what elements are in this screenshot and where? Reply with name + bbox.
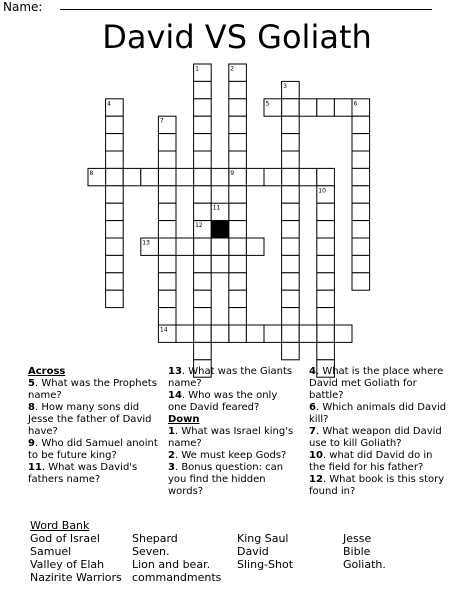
crossword-cell[interactable] — [194, 186, 212, 203]
crossword-cell[interactable] — [352, 273, 370, 290]
crossword-cell[interactable] — [194, 203, 212, 220]
crossword-cell[interactable] — [158, 134, 176, 151]
crossword-cell[interactable] — [282, 238, 300, 255]
word-bank-heading: Word Bank — [30, 519, 90, 532]
crossword-cell[interactable] — [158, 221, 176, 238]
crossword-cell[interactable] — [246, 238, 264, 255]
crossword-cell[interactable] — [211, 255, 229, 272]
crossword-number: 13 — [142, 239, 150, 247]
crossword-number: 7 — [159, 117, 164, 125]
word-bank-col-1 — [30, 532, 122, 584]
clue-down-6: 6. Which animals did David kill? — [309, 402, 447, 425]
crossword-cell[interactable] — [141, 168, 159, 185]
word-bank-item: Bible — [343, 545, 371, 558]
crossword-cell[interactable] — [229, 81, 247, 98]
crossword-cell[interactable] — [194, 342, 212, 359]
crossword-cell[interactable] — [299, 99, 317, 116]
crossword-cell[interactable] — [194, 238, 212, 255]
down-heading: Down — [168, 414, 200, 425]
clue-down-1: 1. What was Israel king's name? — [168, 426, 294, 449]
crossword-cell[interactable] — [194, 81, 212, 98]
crossword-cell[interactable] — [299, 325, 317, 342]
word-bank-col-3 — [237, 532, 293, 571]
crossword-cell[interactable] — [106, 273, 124, 290]
crossword-cell[interactable] — [106, 151, 124, 168]
crossword-cell[interactable] — [317, 238, 335, 255]
clue-across-11: 11. What was David's fathers name? — [28, 462, 138, 485]
crossword-cell[interactable] — [352, 151, 370, 168]
word-bank-col-2 — [132, 532, 221, 584]
crossword-cell[interactable] — [194, 308, 212, 325]
crossword-cell[interactable] — [106, 168, 124, 185]
crossword-cell[interactable] — [194, 273, 212, 290]
crossword-cell[interactable] — [282, 325, 300, 342]
across-heading: Across — [28, 366, 66, 377]
word-bank-item: Seven. — [132, 545, 170, 558]
crossword-cell[interactable] — [106, 255, 124, 272]
crossword-cell[interactable] — [317, 342, 335, 359]
crossword-cell[interactable] — [352, 203, 370, 220]
word-bank-item: King Saul — [237, 532, 289, 545]
clue-down-7: 7. What weapon did David use to kill Goliath? — [309, 426, 442, 449]
down-clues-col-3 — [309, 366, 449, 498]
word-bank-item: Sling-Shot — [237, 558, 294, 571]
crossword-cell[interactable] — [106, 221, 124, 238]
crossword-cell[interactable] — [194, 99, 212, 116]
clue-across-14: 14. Who was the only one David feared? — [168, 390, 278, 413]
crossword-cell[interactable] — [229, 255, 247, 272]
crossword-cell[interactable] — [317, 308, 335, 325]
crossword-cell[interactable] — [106, 116, 124, 133]
crossword-cell[interactable] — [229, 134, 247, 151]
clue-down-12: 12. What book is this story found in? — [309, 474, 445, 497]
word-bank-item: Shepard — [132, 532, 178, 545]
word-bank-item: Goliath. — [343, 558, 386, 571]
clues-col-2 — [168, 366, 296, 498]
crossword-number: 14 — [159, 326, 168, 334]
crossword-cell[interactable] — [264, 325, 282, 342]
crossword-black-square — [211, 221, 229, 238]
clue-across-5: 5. What was the Prophets name? — [28, 378, 157, 401]
crossword-cell[interactable] — [299, 168, 317, 185]
crossword-cell[interactable] — [158, 238, 176, 255]
crossword-cell[interactable] — [158, 186, 176, 203]
crossword-cell[interactable] — [282, 134, 300, 151]
crossword-number: 9 — [230, 169, 235, 177]
crossword-cell[interactable] — [317, 255, 335, 272]
crossword-cell[interactable] — [282, 290, 300, 307]
crossword-cell[interactable] — [352, 134, 370, 151]
crossword-cell[interactable] — [194, 168, 212, 185]
crossword-cell[interactable] — [158, 308, 176, 325]
crossword-number: 12 — [195, 222, 203, 230]
word-bank-item: Lion and bear. — [132, 558, 211, 571]
clue-across-9: 9. Who did Samuel anoint to be future king? — [28, 438, 158, 461]
word-bank-item: David — [237, 545, 269, 558]
crossword-cell[interactable] — [194, 325, 212, 342]
crossword-cell[interactable] — [229, 116, 247, 133]
crossword-cell[interactable] — [229, 186, 247, 203]
crossword-cell[interactable] — [317, 99, 335, 116]
crossword-cell[interactable] — [317, 273, 335, 290]
crossword-cell[interactable] — [158, 151, 176, 168]
crossword-cell[interactable] — [282, 342, 300, 359]
crossword-cell[interactable] — [106, 203, 124, 220]
clue-down-3: 3. Bonus question: can you find the hidden words? — [168, 462, 284, 497]
clue-across-13: 13. What was the Giants name? — [168, 366, 293, 389]
name-label: Name: — [3, 0, 43, 14]
crossword-cell[interactable] — [176, 168, 194, 185]
crossword-cell[interactable] — [352, 238, 370, 255]
clue-across-8: 8. How many sons did Jesse the father of David have? — [28, 402, 152, 437]
crossword-number: 10 — [318, 187, 326, 195]
crossword-cell[interactable] — [194, 116, 212, 133]
crossword-cell[interactable] — [264, 168, 282, 185]
crossword-cell[interactable] — [282, 151, 300, 168]
crossword-number: 3 — [283, 82, 287, 90]
page-title: David VS Goliath — [102, 18, 372, 56]
word-bank-item: commandments — [132, 571, 222, 584]
crossword-cell[interactable] — [211, 168, 229, 185]
crossword-number: 11 — [212, 204, 221, 212]
crossword-cell[interactable] — [106, 186, 124, 203]
crossword-cell[interactable] — [229, 238, 247, 255]
crossword-cell[interactable] — [317, 221, 335, 238]
crossword-number: 1 — [195, 65, 199, 73]
crossword-cell[interactable] — [106, 238, 124, 255]
crossword-cell[interactable] — [158, 168, 176, 185]
word-bank-col-4 — [343, 532, 386, 571]
crossword-cell[interactable] — [158, 203, 176, 220]
crossword-cell[interactable] — [106, 290, 124, 307]
crossword-cell[interactable] — [229, 325, 247, 342]
clue-down-10: 10. what did David do in the field for his father? — [309, 450, 433, 473]
crossword-cell[interactable] — [352, 221, 370, 238]
crossword-cell[interactable] — [106, 134, 124, 151]
crossword-cell[interactable] — [282, 186, 300, 203]
crossword-number: 8 — [89, 169, 94, 177]
crossword-cell[interactable] — [282, 273, 300, 290]
crossword-number: 5 — [265, 100, 270, 108]
crossword-cell[interactable] — [334, 325, 352, 342]
word-bank-item: Samuel — [30, 545, 72, 558]
crossword-cell[interactable] — [229, 308, 247, 325]
crossword-cell[interactable] — [176, 238, 194, 255]
crossword-cell[interactable] — [317, 203, 335, 220]
word-bank-item: Valley of Elah — [30, 558, 105, 571]
crossword-cell[interactable] — [194, 290, 212, 307]
crossword-cell[interactable] — [282, 308, 300, 325]
crossword-cell[interactable] — [211, 238, 229, 255]
crossword-number: 6 — [353, 100, 358, 108]
crossword-cell[interactable] — [229, 290, 247, 307]
crossword-cell[interactable] — [158, 273, 176, 290]
crossword-cell[interactable] — [246, 325, 264, 342]
crossword-cell[interactable] — [352, 168, 370, 185]
crossword-cell[interactable] — [282, 168, 300, 185]
crossword-cell[interactable] — [317, 325, 335, 342]
crossword-cell[interactable] — [282, 221, 300, 238]
crossword-cell[interactable] — [229, 203, 247, 220]
crossword-cell[interactable] — [282, 116, 300, 133]
crossword-cell[interactable] — [194, 151, 212, 168]
crossword-cell[interactable] — [194, 255, 212, 272]
across-clues-col-1 — [28, 366, 163, 486]
crossword-cell[interactable] — [334, 99, 352, 116]
crossword-cell[interactable] — [176, 325, 194, 342]
crossword-cell[interactable] — [229, 221, 247, 238]
crossword-cell[interactable] — [229, 99, 247, 116]
crossword-cell[interactable] — [194, 134, 212, 151]
word-bank-item: Nazirite Warriors — [30, 571, 122, 584]
word-bank-item: God of Israel — [30, 532, 100, 545]
crossword-cell[interactable] — [352, 186, 370, 203]
crossword-cell[interactable] — [229, 273, 247, 290]
crossword-cell[interactable] — [352, 255, 370, 272]
crossword-cell[interactable] — [229, 151, 247, 168]
crossword-cell[interactable] — [317, 290, 335, 307]
crossword-cell[interactable] — [211, 325, 229, 342]
crossword-cell[interactable] — [158, 255, 176, 272]
crossword-cell[interactable] — [317, 168, 335, 185]
clue-down-4: 4. What is the place where David met Goliath for battle? — [309, 366, 444, 401]
crossword-cell[interactable] — [282, 203, 300, 220]
crossword-number: 2 — [230, 65, 235, 73]
crossword-cell[interactable] — [282, 99, 300, 116]
crossword-cell[interactable] — [282, 255, 300, 272]
crossword-cell[interactable] — [246, 168, 264, 185]
word-bank-item: Jesse — [343, 532, 372, 545]
crossword-cell[interactable] — [158, 290, 176, 307]
crossword-number: 4 — [107, 100, 111, 108]
crossword-cell[interactable] — [123, 168, 141, 185]
crossword-cell[interactable] — [352, 116, 370, 133]
clue-down-2: 2. We must keep Gods? — [168, 450, 287, 461]
